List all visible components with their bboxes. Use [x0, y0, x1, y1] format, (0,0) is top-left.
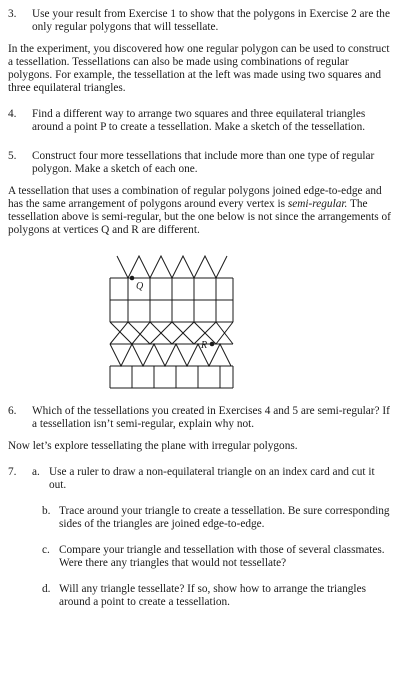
- exercise-3-number: 3.: [8, 8, 17, 20]
- exercise-5-number: 5.: [8, 150, 17, 162]
- part-a-text: Use a ruler to draw a non-equilateral triangle on an index card and cut it out.: [49, 466, 375, 491]
- part-b-letter: b.: [42, 505, 51, 517]
- top-triangle-strip: [117, 256, 227, 278]
- exercise-4: [8, 108, 393, 134]
- part-a-letter: a.: [32, 466, 40, 478]
- semi-regular-definition: [8, 185, 393, 237]
- semi-regular-term: semi-regular.: [287, 198, 348, 210]
- exercise-7-part-a: [32, 466, 393, 492]
- part-c-letter: c.: [42, 544, 50, 556]
- exercise-7-part-c: [42, 544, 393, 570]
- tessellation-lines: [110, 256, 233, 388]
- vertex-q-label: Q: [136, 281, 144, 292]
- definition-after: The tessellation above is semi-regular, but the one below is not since the arrangements of polygons at vertices Q and R are different.: [8, 198, 391, 236]
- intro-paragraph: In the experiment, you discovered how one regular polygon can be used to construct a tessellation. Tessellations can also be made using combinations of regular polygons. For example, the tessellation at the left was made using two squares and three equilateral triangles.: [8, 43, 390, 94]
- exercise-6-text: Which of the tessellations you created in Exercises 4 and 5 are semi-regular? If a tessellation isn’t semi-regular, explain why not.: [32, 405, 390, 430]
- tessellation-figure: [103, 253, 240, 389]
- exercise-7-number: 7.: [8, 466, 17, 478]
- vertex-r-label: R: [201, 340, 208, 351]
- lower-triangle-strip: [110, 344, 231, 366]
- part-d-letter: d.: [42, 583, 51, 595]
- exercise-6-number: 6.: [8, 405, 17, 417]
- exercise-4-number: 4.: [8, 108, 17, 120]
- vertex-r-dot: [210, 342, 215, 347]
- exercise-7: [8, 466, 393, 492]
- exercise-3: [8, 8, 393, 34]
- vertex-q-dot: [130, 276, 135, 281]
- exercise-5-text: Construct four more tessellations that include more than one type of regular polygon. Make a sketch of each one.: [32, 150, 375, 175]
- part-c-text: Compare your triangle and tessellation with those of several classmates. Were there any triangles that would not tessellate?: [59, 544, 385, 569]
- part-b-text: Trace around your triangle to create a tessellation. Be sure corresponding sides of the triangles are joined edge-to-edge.: [59, 505, 390, 530]
- exercise-3-text: Use your result from Exercise 1 to show that the polygons in Exercise 2 are the only regular polygons that will tessellate.: [32, 8, 390, 33]
- exercise-6: [8, 405, 393, 431]
- exercise-4-text: Find a different way to arrange two squares and three equilateral triangles around a point P to create a tessellation. Make a sketch of the tessellation.: [32, 108, 366, 133]
- part-d-text: Will any triangle tessellate? If so, show how to arrange the triangles around a point to create a tessellation.: [59, 583, 366, 608]
- exercise-5: [8, 150, 393, 176]
- middle-zigzag-down: [110, 322, 233, 344]
- definition-before: A tessellation that uses a combination of regular polygons joined edge-to-edge and has the same arrangement of polygons around every vertex is: [8, 185, 382, 210]
- exercise-7-part-b: [42, 505, 393, 531]
- irregular-intro: Now let’s explore tessellating the plane with irregular polygons.: [8, 440, 298, 452]
- exercise-7-part-d: [42, 583, 393, 609]
